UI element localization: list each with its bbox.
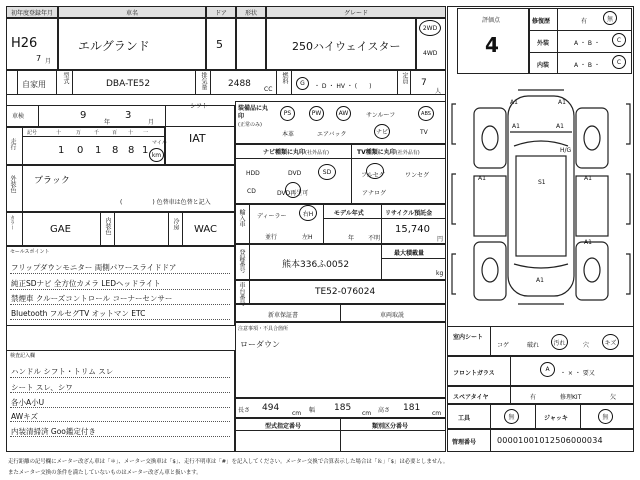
navi-title: ナビ種類に丸印(社外品有) [263, 149, 329, 156]
divider [22, 212, 23, 246]
class-number-label: 類別区分番号 [372, 423, 409, 430]
divider [10, 273, 230, 274]
divider [235, 430, 446, 431]
divider [22, 165, 23, 212]
seat-burn: コゲ [497, 342, 510, 349]
divider [10, 377, 230, 378]
exterior-grade-c-circle: C [612, 33, 626, 47]
grade-label: グレード [266, 6, 446, 18]
drive-2wd-circle: 2WD [419, 20, 441, 36]
repair-no-circle: 無 [603, 11, 617, 25]
equip-ps-circle: PS [280, 106, 295, 121]
divider [381, 204, 382, 244]
type-designation-label: 型式指定番号 [265, 423, 302, 430]
capacity-label: 定員 [401, 72, 408, 84]
navi-hdd: HDD [246, 170, 260, 177]
front-glass-a-circle: A [540, 362, 555, 377]
divider [323, 218, 446, 219]
chassis-label: 車台番号 [238, 282, 245, 306]
notes-box [235, 322, 446, 398]
damage-mark: A1 [536, 277, 544, 284]
drive-4wd: 4WD [423, 50, 438, 57]
sales-point-line: 純正SDナビ 全方位カメラ LEDヘッドライト [11, 279, 161, 288]
model-value: DBA-TE52 [106, 79, 151, 89]
digit-header-10man: 十 [56, 130, 62, 136]
use-private: 自家用 [22, 80, 46, 89]
divider [249, 244, 250, 280]
digit-header-ichi: 一 [143, 130, 149, 136]
front-glass-label: フロントガラス [453, 370, 495, 377]
divider [340, 418, 341, 452]
width-unit: cm [362, 410, 372, 417]
height-label: 高さ [378, 407, 391, 414]
import-label: 輸入車 [238, 209, 245, 227]
damage-mark: A1 [510, 99, 518, 106]
damage-mark: S1 [538, 179, 546, 186]
import-right-handle-circle: 右H [299, 205, 317, 221]
divider [323, 204, 324, 244]
divider [114, 212, 115, 246]
model-label: 型式 [62, 72, 69, 84]
owner-type-dot [6, 70, 18, 95]
exterior-color: ブラック [34, 176, 70, 186]
first-reg-month-unit: 月 [45, 58, 52, 65]
color-code-value: GAE [50, 224, 71, 235]
divider [381, 244, 382, 280]
model-year-label: モデル年式 [334, 210, 364, 217]
navi-cd: CD [247, 188, 256, 195]
person-unit: 人 [435, 88, 442, 95]
digit-header-juu: 十 [128, 130, 134, 136]
damage-mark: H/G [560, 147, 572, 154]
divider [56, 70, 57, 95]
tools-none-circle: 無 [504, 409, 519, 424]
width-label: 幅 [309, 407, 316, 414]
displacement-label: 排気量 [200, 72, 207, 90]
inspector-line: AWキズ [11, 412, 38, 421]
jack-label: ジャッキ [544, 415, 568, 422]
first-reg-month: 7 [36, 54, 42, 63]
inspector-line: ハンドル シフト・トリム スレ [11, 367, 114, 376]
inspector-line: シート スレ、シワ [11, 383, 73, 392]
divider [490, 326, 491, 356]
interior-seat-label: 室内シート [453, 334, 484, 341]
notes-value: ローダウン [240, 340, 280, 349]
damage-mark: A1 [556, 123, 564, 130]
divider [249, 280, 250, 304]
damage-mark: A1 [584, 239, 592, 246]
navi-dvd-play: DVD再生可 [277, 190, 309, 197]
seat-hole: 穴 [583, 342, 590, 349]
spare-tire-kit: 修理KIT [560, 394, 582, 401]
chassis-value: TE52-076024 [315, 287, 376, 297]
digit-header-mark: 記号 [27, 130, 38, 136]
divider [10, 421, 230, 422]
equip-tv: TV [420, 129, 428, 136]
grade-value: 250ハイウェイスター [292, 40, 401, 53]
mileage-digit: 1 [95, 145, 102, 156]
height-value: 181 [403, 403, 421, 413]
recycle-unit: 円 [437, 236, 444, 243]
inspection-month-unit: 月 [148, 119, 155, 126]
divider [381, 258, 446, 259]
interior-grade-c-circle: C [612, 55, 626, 69]
inspection-year-unit: 年 [104, 119, 111, 126]
cc-unit: CC [264, 86, 273, 93]
divider [38, 105, 39, 127]
divider [535, 404, 536, 429]
mile-label: マイル [152, 140, 167, 146]
mileage-digit: 1 [58, 145, 65, 156]
max-load-label: 最大積載量 [394, 250, 425, 257]
length-label: 長さ [238, 407, 251, 414]
tv-fullseg: フルセグ [361, 172, 385, 179]
sales-point-line: フリップダウンモニター 両側パワースライドドア [11, 263, 177, 272]
seat-tear: 破れ [527, 342, 540, 349]
divider [10, 407, 230, 408]
equip-navi-circle: ナビ [374, 124, 390, 139]
divider [580, 404, 581, 429]
divider [490, 404, 491, 429]
recycle-value: 15,740 [395, 224, 430, 235]
divider [168, 212, 169, 246]
tv-title: TV種類に丸印(社外品有) [357, 149, 420, 156]
exterior-grade-options: A ・ B ・ [574, 40, 600, 47]
model-year-unknown: 不明 [368, 235, 381, 242]
inspector-line: 各小A小U [11, 398, 45, 407]
damage-mark: A1 [478, 175, 486, 182]
digit-header-sen: 千 [94, 130, 100, 136]
divider [249, 204, 250, 244]
divider [291, 70, 292, 95]
equipment-title: 装備品に丸印 (正常のみ) [238, 105, 269, 128]
front-glass-options: ・ × ・ 要又 [560, 370, 595, 377]
displacement-value: 2488 [228, 79, 251, 89]
car-name-value: エルグランド [78, 39, 150, 53]
sales-point-line: 禁煙車 クルーズコントロール コーナーセンサー [11, 294, 173, 303]
length-value: 494 [262, 403, 280, 413]
jack-none-circle: 無 [598, 409, 613, 424]
divider [276, 70, 277, 95]
divider [490, 429, 491, 452]
tv-oneseg: ワンセグ [405, 172, 430, 179]
import-left-handle: 左H [302, 234, 313, 241]
score-value: 4 [485, 33, 499, 57]
footer-note-2: またメーター交換の条件を満たしていないものはメーター改ざん車と扱います。 [8, 470, 202, 476]
sales-point-line: Bluetooth フルセグTV オットマン ETC [11, 309, 146, 318]
damage-mark: A1 [512, 123, 520, 130]
divider [10, 392, 230, 393]
fuel-g-circle: G [296, 77, 309, 90]
car-name-label: 車名 [58, 6, 206, 18]
navi-dvd: DVD [288, 170, 302, 177]
divider [529, 30, 632, 31]
fuel-options: ・ D ・ HV ・ ( ) [314, 83, 372, 90]
shape-cell [236, 18, 266, 70]
import-dealer: ディーラー [257, 213, 287, 220]
door-label: ドア [206, 6, 236, 18]
seat-stain-circle: 汚れ [551, 334, 568, 350]
control-number-label: 管理番号 [452, 439, 477, 446]
sales-points-title: セールスポイント [10, 249, 50, 255]
registration-value: 熊本336ふ0052 [282, 260, 350, 270]
interior-grade-label: 内装 [537, 62, 550, 69]
mileage-digit: 1 [142, 145, 149, 156]
divider [557, 8, 558, 74]
first-reg-label: 初年度登録年月 [6, 6, 58, 18]
divider [510, 386, 511, 404]
divider [100, 212, 101, 246]
footer-note-1: 走行距離の記号欄にメーター改ざん車は「＊」、メーター交換車は「$」、走行不明車は「#」を記入してください。メーター交換で合算表示した場合は「＆」「$」は必要としません。 [8, 459, 449, 465]
inspection-label: 車検 [12, 113, 25, 120]
repair-label: 修復歴 [532, 18, 551, 25]
interior-grade-options: A ・ B ・ [574, 62, 600, 69]
height-unit: cm [432, 410, 442, 417]
divider [10, 304, 230, 305]
digit-header-hyaku: 百 [112, 130, 118, 136]
divider [195, 70, 196, 95]
navi-sd-circle: SD [318, 164, 336, 180]
exterior-label: 外装色 [9, 175, 16, 193]
equip-pw-circle: PW [309, 106, 324, 121]
door-value: 5 [216, 38, 223, 51]
divider [10, 289, 230, 290]
divider [235, 158, 446, 159]
divider [510, 356, 511, 386]
mileage-digit: 8 [112, 145, 119, 156]
digit-header-man: 万 [76, 130, 82, 136]
divider [397, 70, 398, 95]
tv-analog: アナログ [362, 190, 387, 197]
divider [72, 70, 73, 95]
ac-label: 冷房 [172, 218, 179, 230]
spare-tire-none: 欠 [610, 394, 617, 401]
equip-airbag: エアバック [317, 131, 347, 138]
divider [210, 70, 211, 95]
width-value: 185 [334, 403, 352, 413]
divider [22, 136, 165, 137]
divider [351, 144, 352, 204]
repair-yes: 有 [581, 18, 588, 25]
mileage-label: 走行 [9, 138, 16, 150]
shift-label: シフト [190, 103, 209, 110]
divider [182, 212, 183, 246]
divider [22, 127, 23, 165]
spare-tire-label: スペアタイヤ [453, 394, 489, 401]
tools-label: 工具 [458, 415, 471, 422]
spare-tire-yes: 有 [530, 394, 537, 401]
fuel-label: 燃料 [281, 72, 288, 84]
max-load-unit: kg [436, 270, 444, 277]
model-year-unit: 年 [348, 235, 355, 242]
damage-mark: A1 [584, 175, 592, 182]
equip-sunroof: サンルーフ [366, 112, 396, 119]
km-circle: km [149, 148, 164, 162]
vehicle-manual: 車両取説 [380, 312, 405, 319]
first-reg-year: H26 [11, 36, 38, 51]
mileage-digit: 8 [128, 145, 135, 156]
capacity-value: 7 [421, 78, 427, 88]
divider [10, 436, 230, 437]
divider [10, 319, 230, 320]
new-car-warranty: 新車保証書 [268, 312, 299, 319]
divider [529, 52, 632, 53]
length-unit: cm [292, 410, 302, 417]
control-number-value: 00001001012506000034 [497, 436, 603, 445]
registration-label: 登録番号 [238, 249, 245, 273]
mileage-digit: 0 [77, 145, 84, 156]
damage-mark: A1 [558, 99, 566, 106]
car-damage-diagram [450, 84, 632, 316]
exterior-grade-label: 外装 [537, 40, 550, 47]
import-parallel: 並行 [265, 234, 278, 241]
recycle-label: リサイクル預託金 [385, 210, 433, 217]
shape-label: 形状 [236, 6, 266, 18]
inspection-year: 9 [80, 110, 87, 121]
score-label: 評価点 [482, 17, 501, 24]
shift-value: IAT [189, 132, 206, 145]
equip-leather: 本革 [282, 131, 295, 138]
equip-abs-circle: ABS [418, 106, 434, 121]
exterior-note: ( ) 色替車は色替と記入 [120, 199, 211, 206]
color-code-label: カラー [9, 215, 15, 230]
divider [410, 70, 411, 95]
divider [340, 304, 341, 322]
seat-scratch-circle: キズ [602, 334, 619, 350]
equip-aw-circle: AW [336, 106, 351, 121]
interior-color-label: 内装色 [104, 217, 111, 235]
ac-value: WAC [194, 224, 217, 235]
inspector-line: 内装清掃済 Goo鑑定付き [11, 427, 96, 436]
inspector-title: 検査記入欄 [10, 353, 36, 359]
notes-title: 注意事項・不具合箇所 [238, 326, 289, 332]
inspection-month: 3 [125, 110, 132, 121]
